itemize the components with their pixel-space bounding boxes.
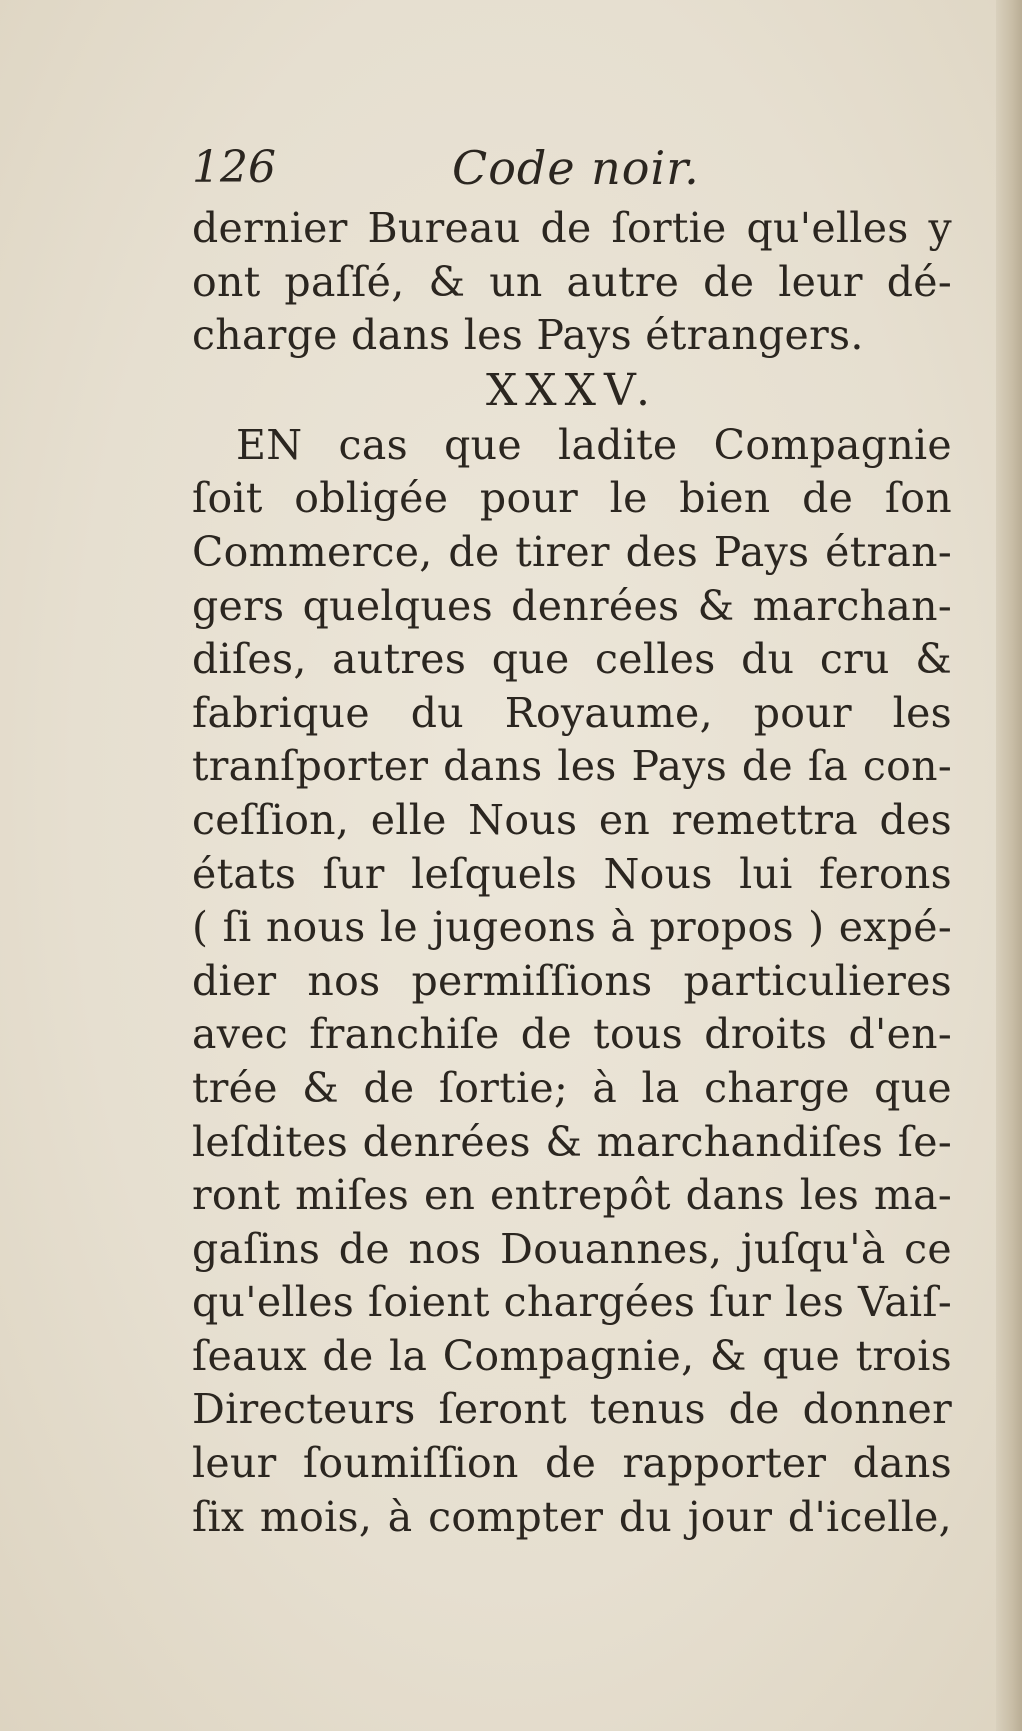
- text-line: leur ſoumiſſion de rapporter dans: [192, 1439, 952, 1488]
- text-line: Commerce, de tirer des Pays étran-: [192, 527, 952, 576]
- text-line: charge dans les Pays étrangers.: [192, 311, 864, 360]
- text-line: tranſporter dans les Pays de ſa con-: [192, 742, 952, 791]
- page-number: 126: [192, 142, 276, 193]
- text-line: ( ſi nous le jugeons à propos ) expé-: [192, 903, 952, 952]
- page-text: [192, 138, 952, 1544]
- text-line: EN cas que ladite Compagnie: [236, 420, 952, 469]
- text-line: ront miſes en entrepôt dans les ma-: [192, 1171, 952, 1220]
- page-header: [192, 138, 952, 202]
- text-line: dernier Bureau de ſortie qu'elles y: [192, 204, 952, 252]
- text-line: diſes, autres que celles du cru &: [192, 635, 952, 684]
- text-line: dier nos permiſſions particulieres: [192, 956, 952, 1005]
- text-line: fabrique du Royaume, pour les: [192, 688, 952, 737]
- text-line: qu'elles ſoient chargées ſur les Vaiſ-: [192, 1278, 952, 1327]
- text-line: gaſins de nos Douannes, juſqu'à ce: [192, 1224, 952, 1273]
- text-line: gers quelques denrées & marchan-: [192, 581, 952, 630]
- text-line: ſeaux de la Compagnie, & que trois: [192, 1331, 952, 1380]
- text-line: Directeurs ſeront tenus de donner: [192, 1385, 952, 1434]
- text-line: ceſſion, elle Nous en remettra des: [192, 795, 952, 844]
- text-line: ont paſſé, & un autre de leur dé-: [192, 257, 952, 306]
- text-line: ſix mois, à compter du jour d'icelle,: [192, 1492, 952, 1541]
- page-edge: [996, 0, 1022, 1731]
- text-line: trée & de ſortie; à la charge que: [192, 1063, 952, 1112]
- text-line: leſdites denrées & marchandiſes ſe-: [192, 1117, 952, 1166]
- text-line: avec franchiſe de tous droits d'en-: [192, 1010, 952, 1059]
- intro-paragraph: [192, 202, 952, 363]
- article-heading: XXXV.: [485, 364, 659, 416]
- article-paragraph: [192, 419, 952, 1544]
- text-line: états ſur leſquels Nous lui ferons: [192, 849, 952, 898]
- text-line: ſoit obligée pour le bien de ſon: [192, 474, 952, 523]
- running-title: Code noir.: [452, 141, 700, 195]
